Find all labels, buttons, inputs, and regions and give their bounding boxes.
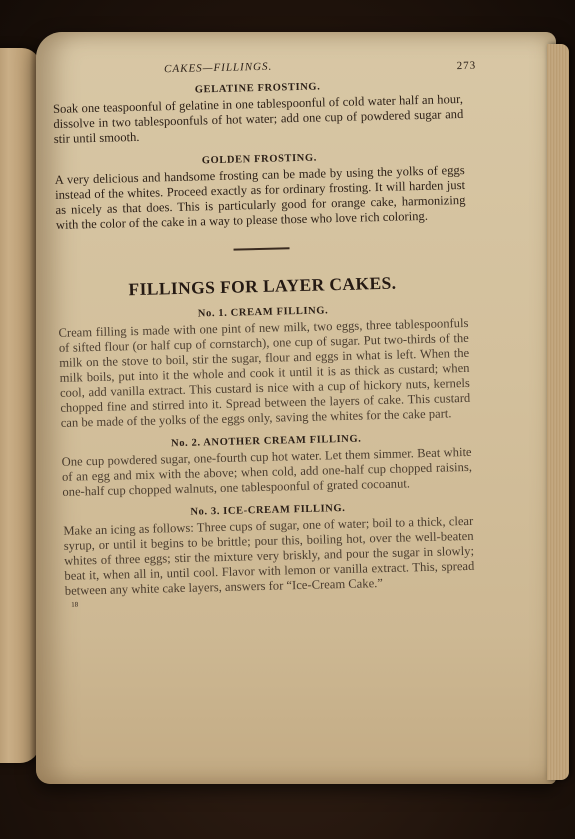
gelatine-frosting-text: Soak one teaspoonful of gelatine in one tablespoonful of cold water half an hour, dissolve in two tablespoonfuls of hot water; add one cup of powdered sugar and stir until smooth. [52, 91, 464, 146]
ice-cream-filling-text: Make an icing as follows: Three cups of sugar, one of water; boil to a thick, clear syrup, or until it begins to be brittle; pour this, boiling hot, over the well-beaten whites of three eggs; stir the mixture very briskly, and pour the sugar in slowly; beat it, when all in, until cool. Flavor with lemon or vanilla extract. This, spread between any white cake layers, answers for “Ice-Cream Cake.” [63, 513, 475, 598]
golden-frosting-heading: GOLDEN FROSTING. [201, 152, 318, 167]
another-cream-filling-heading: No. 2. ANOTHER CREAM FILLING. [170, 433, 362, 449]
signature-mark: 18 [71, 600, 79, 609]
gelatine-frosting-heading: GELATINE FROSTING. [194, 81, 321, 96]
another-cream-filling-text: One cup powdered sugar, one-fourth cup hot water. Let them simmer. Beat white of an egg and mix with the above; when cold, add one-half cup chopped raisins, one-half cup chopped walnuts, one tablespoonful of grated cocoanut. [61, 444, 473, 499]
section-divider [234, 247, 290, 250]
page-content [52, 56, 475, 608]
cream-filling-text: Cream filling is made with one pint of new milk, two eggs, three tablespoonfuls of sifted flour (or half cup of cornstarch), one cup of sugar. Put two-thirds of the milk on the stove to boil, stir the sugar, flour and eggs in what is left. When the milk boils, put into it the whole and cook it until it is as thick as custard; when cool, add vanilla extract. This custard is nice with a cup of hickory nuts, kernels chopped fine and stirred into it. Spread between the layers of cake. This custard can be made of the yolks of the eggs only, saving the whites for the cake part. [58, 315, 471, 430]
left-page-edge [0, 48, 40, 763]
ice-cream-filling-heading: No. 3. ICE-CREAM FILLING. [190, 502, 346, 518]
running-head-title: CAKES—FILLINGS. [163, 60, 273, 76]
page-stack-edge [547, 44, 569, 780]
cream-filling-heading: No. 1. CREAM FILLING. [197, 304, 329, 320]
page-number: 273 [456, 59, 477, 73]
golden-frosting-text: A very delicious and handsome frosting can be made by using the yolks of eggs instead of the whites. Proceed exactly as for ordinary frosting. It will harden just as nicely as that does. This is particularly good for orange cake, harmonizing with the color of the cake in a way to please those who love rich coloring. [54, 162, 466, 232]
section-title: FILLINGS FOR LAYER CAKES. [128, 272, 397, 299]
